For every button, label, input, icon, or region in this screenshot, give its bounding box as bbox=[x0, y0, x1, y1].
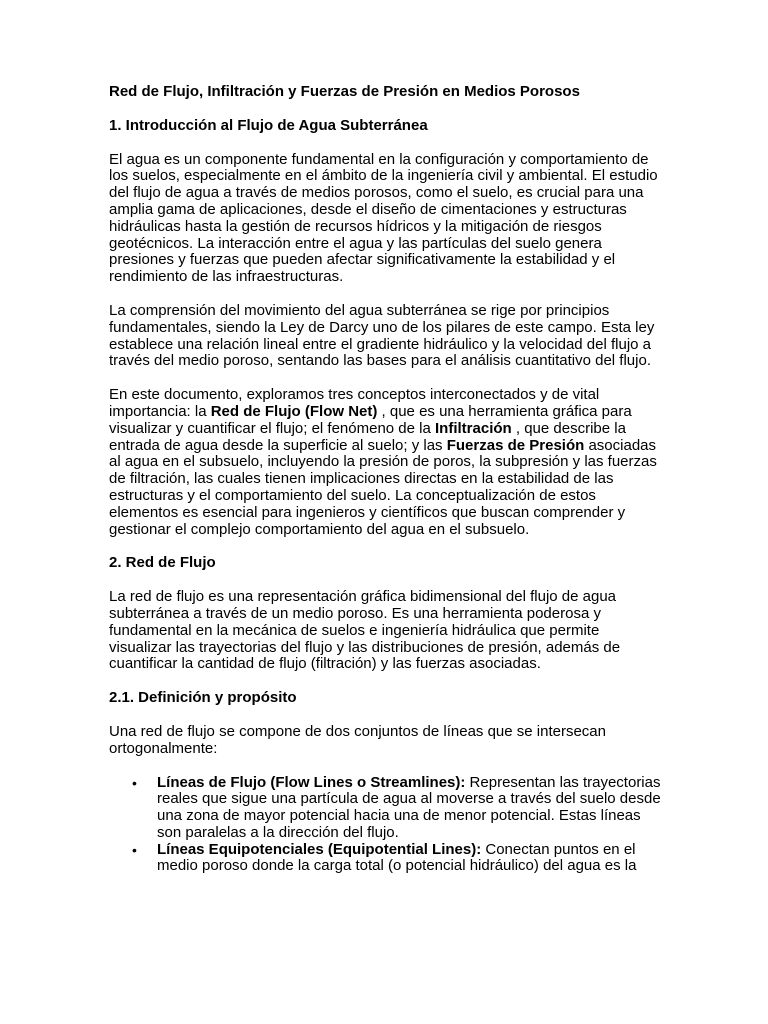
section-2-1-heading: 2.1. Definición y propósito bbox=[109, 689, 297, 707]
paragraph-text: , que describe la entrada de agua desde la superficie al suelo; y las bbox=[109, 419, 626, 454]
section-1-paragraph-1: El agua es un componente fundamental en la configuración y comportamiento de los suelos, especialmente en el ámbito de la ingeniería civil y ambiental. El estudio del flujo de agua a través de medios porosos, como el suelo, es crucial para una amplia gama de aplicaciones, desde el diseño de cimentaciones y estructuras hidráulicas hasta la gestión de recursos hídricos y la mitigación de riesgos geotécnicos. La interacción entre el agua y las partículas del suelo genera presiones y fuerzas que pueden afectar significativamente la estabilidad y el rendimiento de las infraestructuras. bbox=[109, 150, 658, 286]
term-flow-net: Red de Flujo (Flow Net) bbox=[210, 402, 378, 420]
bullet-icon: • bbox=[132, 841, 137, 858]
document-page bbox=[109, 84, 661, 875]
paragraph-text: En este documento, exploramos tres conceptos interconectados y de vital importancia: la bbox=[109, 386, 600, 420]
paragraph-text: asociadas al agua en el subsuelo, incluyendo la presión de poros, la subpresión y las fuerzas de filtración, las cuales tienen implicaciones directas en la estabilidad de las estructuras y el comportamiento del suelo. La conceptualización de estos elementos es esencial para ingenieros y científicos que buscan comprender y gestionar el complejo comportamiento del agua en el subsuelo. bbox=[109, 436, 657, 538]
list-item-term: Líneas Equipotenciales (Equipotential Lines): bbox=[157, 840, 482, 858]
section-2-heading: 2. Red de Flujo bbox=[109, 554, 216, 572]
term-pressure-forces: Fuerzas de Presión bbox=[446, 436, 585, 454]
list-item-term: Líneas de Flujo (Flow Lines o Streamlines): bbox=[157, 773, 466, 791]
list-item-text: Representan las trayectorias reales que sigue una partícula de agua al moverse a través del suelo desde una zona de mayor potencial hacia una de menor potencial. Estas líneas son paralelas a la dirección del flujo. bbox=[157, 773, 661, 841]
document-title: Red de Flujo, Infiltración y Fuerzas de Presión en Medios Porosos bbox=[109, 83, 580, 100]
section-2-1-paragraph-1: Una red de flujo se compone de dos conjuntos de líneas que se intersecan ortogonalmente: bbox=[109, 722, 606, 757]
section-2-paragraph-1: La red de flujo es una representación gráfica bidimensional del flujo de agua subterránea a través de un medio poroso. Es una herramienta poderosa y fundamental en la mecánica de suelos e ingeniería hidráulica que permite visualizar las trayectorias del flujo y las distribuciones de presión, además de cuantificar la cantidad de flujo (filtración) y las fuerzas asociadas. bbox=[109, 588, 621, 673]
list-item-text: Conectan puntos en el medio poroso donde la carga total (o potencial hidráulico) del agua es la bbox=[157, 840, 637, 875]
paragraph-text: , que es una herramienta gráfica para visualizar y cuantificar el flujo; el fenómeno de la bbox=[109, 402, 632, 437]
list-item bbox=[109, 842, 661, 876]
list-item bbox=[109, 775, 661, 842]
bullet-list bbox=[109, 775, 661, 876]
term-infiltration: Infiltración bbox=[435, 419, 512, 437]
section-1-heading: 1. Introducción al Flujo de Agua Subterránea bbox=[109, 116, 428, 134]
section-1-paragraph-2: La comprensión del movimiento del agua subterránea se rige por principios fundamentales, siendo la Ley de Darcy uno de los pilares de este campo. Esta ley establece una relación lineal entre el gradiente hidráulico y la velocidad del flujo a través del medio poroso, sentando las bases para el análisis cuantitativo del flujo. bbox=[109, 301, 655, 370]
section-1-paragraph-3 bbox=[109, 387, 661, 538]
bullet-icon: • bbox=[132, 774, 137, 791]
